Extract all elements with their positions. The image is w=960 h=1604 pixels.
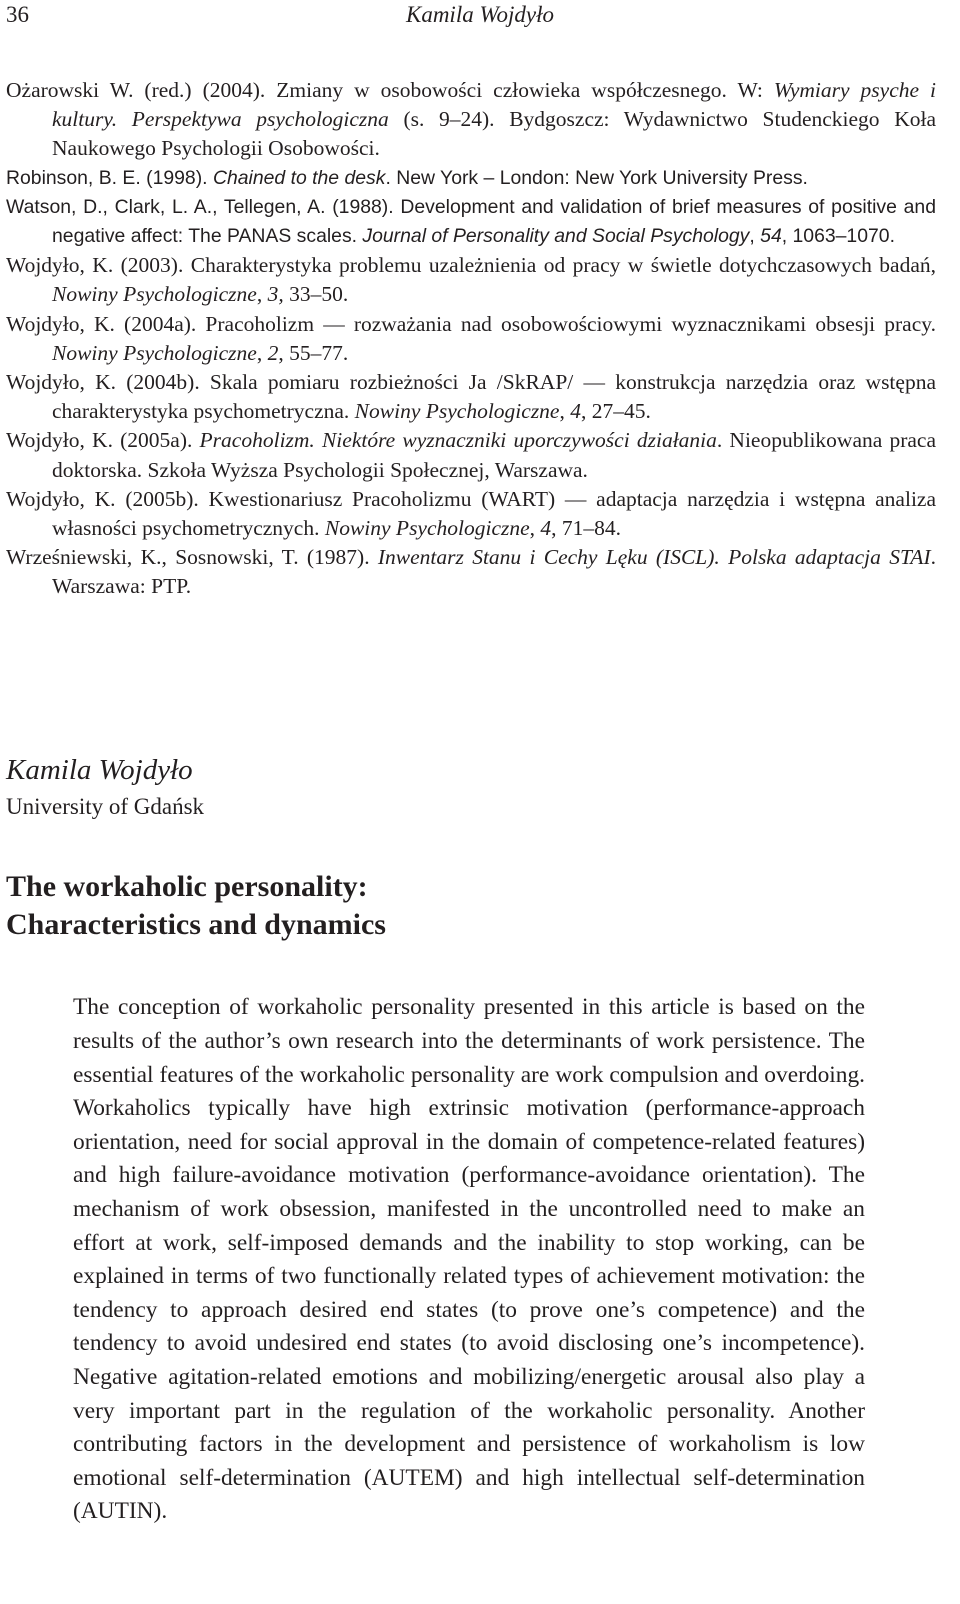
article-title <box>6 868 386 944</box>
reference-entry <box>6 164 936 193</box>
reference-italic-text: Inwentarz Stanu i Cechy Lęku (ISCL). Polska adaptacja STAI <box>377 545 931 570</box>
reference-text: . New York – London: New York University Press. <box>385 166 808 189</box>
reference-text: , 27–45. <box>580 399 651 424</box>
reference-italic-text: Wymiary psyche i kultury. Perspektywa psychologiczna <box>52 78 937 132</box>
reference-italic-text: 4 <box>570 399 581 424</box>
reference-italic-text: 2 <box>267 340 279 365</box>
reference-text: 33–50. <box>283 282 349 307</box>
reference-list <box>6 76 936 602</box>
reference-text: , 71–84. <box>551 516 622 541</box>
reference-entry <box>6 485 936 543</box>
reference-text: Wrześniewski, K., Sosnowski, T. (1987). <box>6 545 378 570</box>
article-title-line-2: Characteristics and dynamics <box>6 908 386 941</box>
reference-text: , 55–77. <box>278 340 349 365</box>
reference-entry <box>6 193 936 251</box>
abstract-paragraph: The conception of workaholic personality presented in this article is based on the results of the author’s own research into the determinants of work persistence. The essential features of the workaholic personality are work compulsion and overdoing. Workaholics typically have high extrinsic motivation (performance-approach orientation, need for social approval in the domain of competence-related features) and high failure-avoidance motivation (performance-avoidance orientation). The mechanism of work obsession, manifested in the uncontrolled need to make an effort at work, self-imposed demands and the inability to stop working, can be explained in terms of two functionally related types of achievement motivation: the tendency to approach desired end states (to prove one’s competence) and the tendency to avoid undesired end states (to avoid disclosing one’s incompetence). Negative agitation-related emotions and mobilizing/energetic arousal also play a very important part in the regulation of the workaholic personality. Another contributing factors in the development and persistence of workaholism is low emotional self-determination (AUTEM) and high intellectual self-determination (AUTIN). <box>73 994 865 1525</box>
author-name: Kamila Wojdyło <box>6 754 193 786</box>
reference-text: . Warszawa: PTP. <box>52 545 936 599</box>
reference-italic-text: 4 <box>540 516 552 541</box>
reference-italic-text: Pracoholizm. Niektóre wyznaczniki uporczywości działania <box>199 428 717 453</box>
reference-italic-text: Journal of Personality and Social Psychology <box>362 225 750 248</box>
reference-text: , 1063–1070. <box>781 225 895 248</box>
reference-text: Wojdyło, K. (2005b). Kwestionariusz Pracoholizmu (WART) — adaptacja narzędzia i wstępna analiza własności psychometrycznych. <box>6 486 936 541</box>
reference-italic-text: 3, <box>267 282 284 307</box>
article-title-line-1: The workaholic personality: <box>6 870 368 903</box>
reference-text: Watson, D., Clark, L. A., Tellegen, A. (1988). Development and validation of brief measures of positive and negative affect: The PANAS scales. <box>6 195 936 248</box>
reference-italic-text: Nowiny Psychologiczne <box>52 340 257 365</box>
reference-entry <box>6 426 936 484</box>
reference-entry <box>6 310 936 368</box>
reference-text: , <box>559 399 571 424</box>
reference-entry <box>6 543 936 601</box>
reference-entry <box>6 251 936 309</box>
reference-text: , <box>256 340 268 365</box>
author-affiliation: University of Gdańsk <box>6 794 205 819</box>
reference-text: Wojdyło, K. (2004a). Pracoholizm — rozważania nad osobowościowymi wyznacznikami obsesji pracy. <box>6 311 936 336</box>
reference-entry <box>6 76 936 164</box>
reference-italic-text: Nowiny Psychologiczne <box>324 516 530 541</box>
reference-italic-text: Nowiny Psychologiczne <box>52 282 257 307</box>
reference-text: Robinson, B. E. (1998). <box>6 166 213 189</box>
reference-text: , <box>256 282 268 307</box>
running-head: Kamila Wojdyło <box>405 2 555 27</box>
reference-text: (s. 9–24). Bydgoszcz: Wydawnictwo Studenckiego Koła Naukowego Psychologii Osobowości. <box>52 107 936 161</box>
reference-text: Wojdyło, K. (2003). Charakterystyka problemu uzależnienia od pracy w świetle dotychczasowych badań, <box>6 253 936 278</box>
reference-italic-text: 54 <box>760 225 782 248</box>
reference-text: Wojdyło, K. (2004b). Skala pomiaru rozbieżności Ja /SkRAP/ — konstrukcja narzędzia oraz wstępna charakterystyka psychometryczna. <box>6 370 936 424</box>
page-header <box>0 0 960 30</box>
reference-entry <box>6 368 936 426</box>
reference-text: Ożarowski W. (red.) (2004). Zmiany w osobowości człowieka współczesnego. W: <box>6 78 774 102</box>
reference-text: , <box>749 225 761 248</box>
reference-italic-text: Nowiny Psychologiczne <box>354 399 560 424</box>
page-number: 36 <box>6 2 29 27</box>
author-block <box>6 750 204 824</box>
reference-text: , <box>529 516 541 541</box>
reference-italic-text: Chained to the desk <box>212 166 386 189</box>
reference-text: Wojdyło, K. (2005a). <box>6 428 200 453</box>
reference-text: . Nieopublikowana praca doktorska. Szkoła Wyższa Psychologii Społecznej, Warszawa. <box>52 428 936 482</box>
